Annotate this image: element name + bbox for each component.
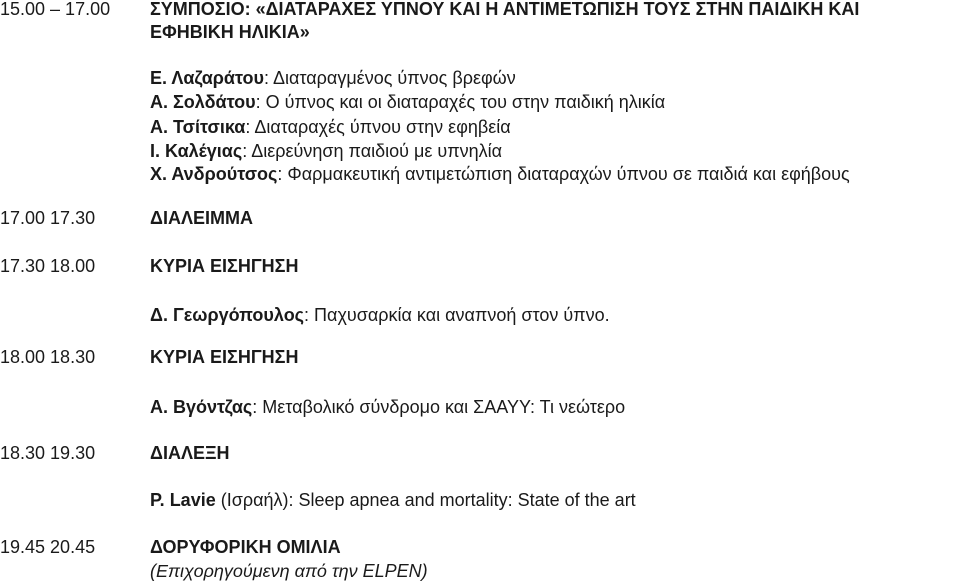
- talk-item: [150, 140, 502, 162]
- session-time: 18.00 18.30: [0, 347, 96, 367]
- talk-item: [150, 163, 850, 185]
- session-time: 15.00 – 17.00: [0, 0, 111, 19]
- talk-topic: : Παχυσαρκία και αναπνοή στον ύπνο.: [304, 305, 610, 325]
- session-title: ΔΙΑΛΕΞΗ: [150, 443, 230, 463]
- speaker-name: Δ. Γεωργόπουλος: [150, 305, 305, 325]
- talk-item: [150, 304, 610, 326]
- talk-item: [150, 489, 636, 511]
- session-time: 18.30 19.30: [0, 443, 96, 463]
- talk-topic: : Διαταραχές ύπνου στην εφηβεία: [245, 117, 511, 137]
- talk-topic: : Διερεύνηση παιδιού με υπνηλία: [242, 141, 503, 161]
- speaker-name: Α. Βγόντζας: [150, 397, 253, 417]
- talk-topic: : Ο ύπνος και οι διαταραχές του στην παιδική ηλικία: [255, 92, 666, 112]
- speaker-name: Ι. Καλέγιας: [150, 141, 243, 161]
- session-title: ΔΟΡΥΦΟΡΙΚΗ ΟΜΙΛΙΑ: [150, 537, 341, 557]
- talk-item: [150, 396, 625, 418]
- speaker-name: Ε. Λαζαράτου: [150, 68, 264, 88]
- speaker-name: Χ. Ανδρούτσος: [150, 164, 278, 184]
- talk-topic: : Μεταβολικό σύνδρομο και ΣΑΑΥΥ: Τι νεώτερο: [252, 397, 626, 417]
- session-time: 19.45 20.45: [0, 537, 96, 557]
- session-title-line1: ΣΥΜΠΟΣΙΟ: «ΔΙΑΤΑΡΑΧΕΣ ΥΠΝΟΥ ΚΑΙ Η ΑΝΤΙΜΕΤΩΠΙΣΗ ΤΟΥΣ ΣΤΗΝ ΠΑΙΔΙΚΗ ΚΑΙ: [150, 0, 860, 19]
- session-time: 17.00 17.30: [0, 208, 96, 228]
- talk-item: [150, 91, 665, 113]
- talk-item: [150, 116, 511, 138]
- session-title: ΔΙΑΛΕΙΜΜΑ: [150, 208, 253, 228]
- session-title-line2: ΕΦΗΒΙΚΗ ΗΛΙΚΙΑ»: [150, 22, 310, 42]
- session-title: ΚΥΡΙΑ ΕΙΣΗΓΗΣΗ: [150, 256, 299, 276]
- talk-topic: (Ισραήλ): Sleep apnea and mortality: State of the art: [215, 490, 636, 510]
- speaker-name: P. Lavie: [150, 490, 216, 510]
- speaker-name: Α. Τσίτσικα: [150, 117, 246, 137]
- sponsor-note: (Επιχορηγούμενη από την ELPEN): [150, 561, 428, 581]
- talk-topic: : Διαταραγμένος ύπνος βρεφών: [263, 68, 516, 88]
- talk-topic: : Φαρμακευτική αντιμετώπιση διαταραχών ύπνου σε παιδιά και εφήβους: [277, 164, 850, 184]
- session-time: 17.30 18.00: [0, 256, 96, 276]
- speaker-name: Α. Σολδάτου: [150, 92, 256, 112]
- session-title: ΚΥΡΙΑ ΕΙΣΗΓΗΣΗ: [150, 347, 299, 367]
- talk-item: [150, 67, 516, 89]
